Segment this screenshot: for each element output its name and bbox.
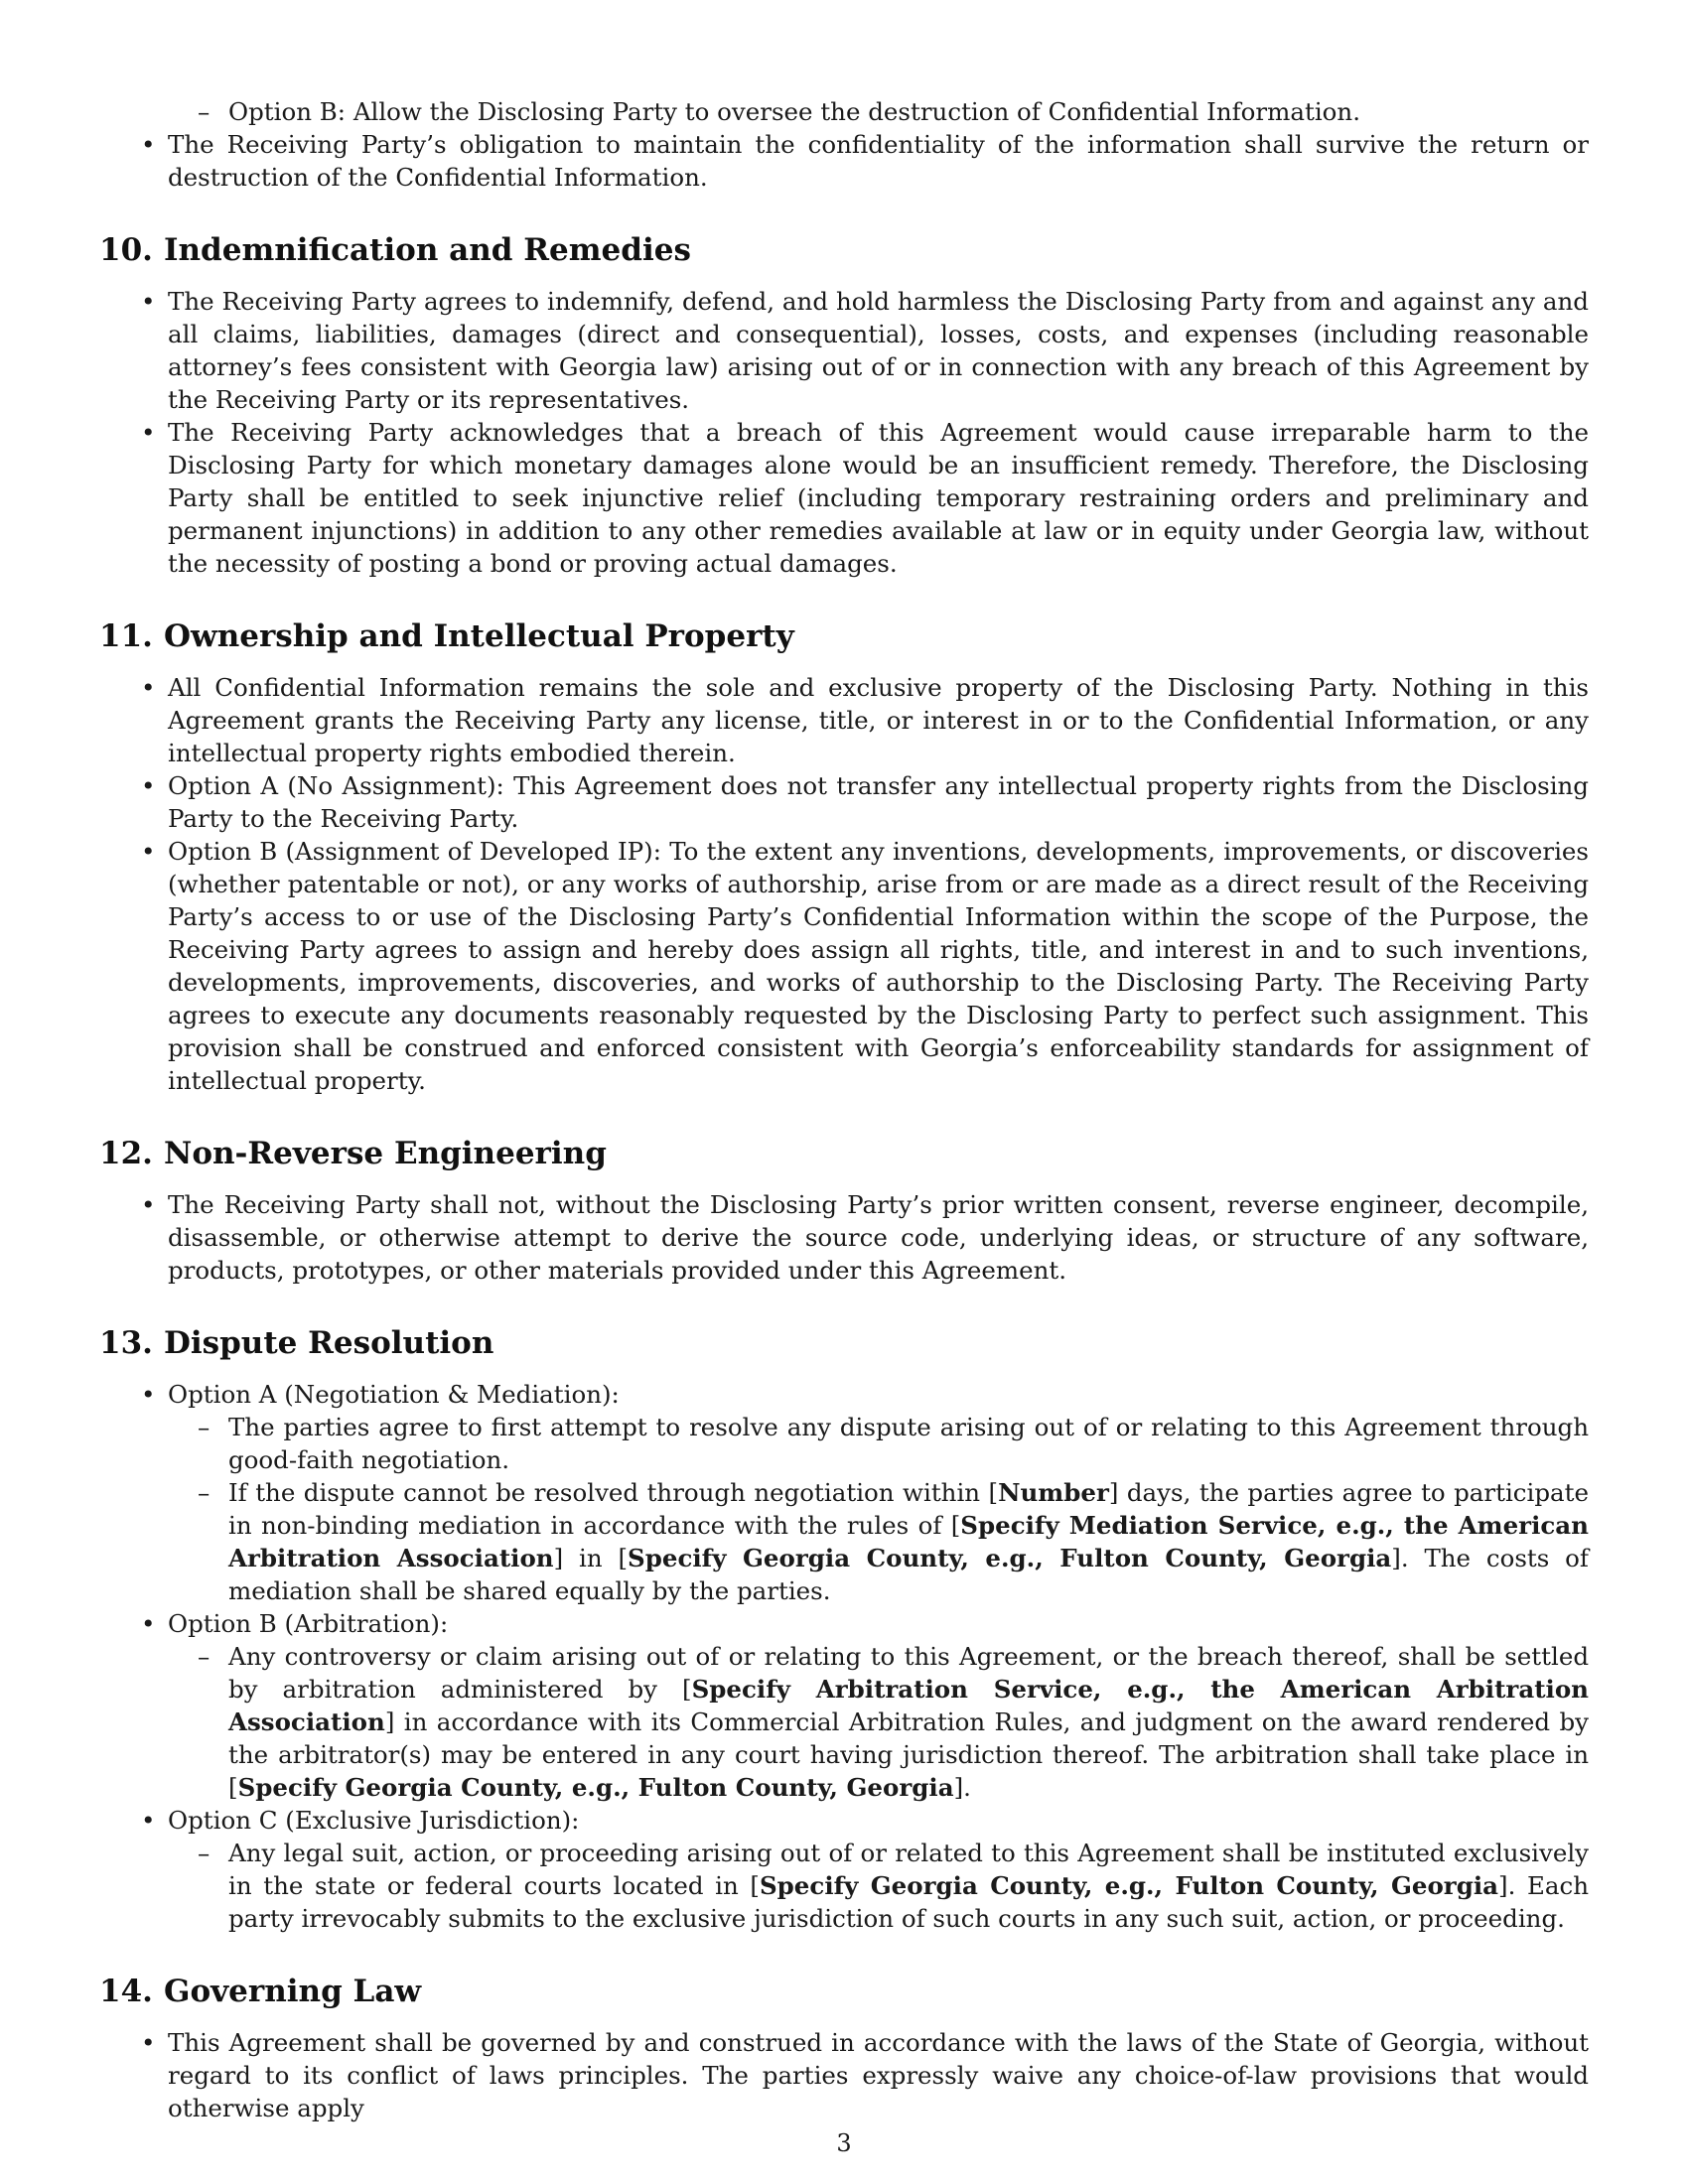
list-item (99, 1607, 1589, 1804)
clause-text: days, the parties agree to participate in non-binding mediation in accordance with the rules of (228, 1478, 1590, 1540)
section-number: 12. (99, 1136, 153, 1171)
section-13-list (99, 1378, 1589, 1935)
list-item: • Option B (Assignment of Developed IP): To the extent any inventions, developments, improvements, or discoveries (whether patentable or not), or any works of authorship, arise from or are made as a direct result of the Receiving Party’s access to or use of the Disclosing Party’s Confidential Information within the scope of the Purpose, the Receiving Party agrees to assign and hereby does assign all rights, title, and interest in and to such inventions, developments, improvements, discoveries, and works of authorship to the Disclosing Party. The Receiving Party agrees to execute any documents reasonably requested by the Disclosing Party to perfect such assignment. This provision shall be construed and enforced consistent with Georgia’s enforceability standards for assignment of intellectual property. (99, 835, 1589, 1097)
list-item: • Option A (No Assignment): This Agreement does not transfer any intellectual property rights from the Disclosing Party to the Receiving Party. (99, 769, 1589, 835)
clause-text: in accordance with its Commercial Arbitration Rules, and judgment on the award rendered by the arbitrator(s) may be entered in any court having jurisdiction thereof. The arbitration shall take place in (228, 1707, 1589, 1769)
option-label: Option A (Negotiation & Mediation): (168, 1380, 620, 1409)
intro-bullet: • The Receiving Party’s obligation to maintain the confidentiality of the information shall survive the return or destruction of the Confidential Information. (99, 128, 1589, 194)
placeholder-field: Specify Georgia County, e.g., Fulton County, Georgia (237, 1773, 954, 1802)
clause-text: Any controversy or claim arising out of or relating to this Agreement, or the breach thereof, shall be settled by arbitration administered by (228, 1642, 1589, 1704)
section-14-list (99, 2026, 1589, 2124)
option-label: Option C (Exclusive Jurisdiction): (168, 1806, 580, 1835)
sub-list (168, 1411, 1589, 1607)
clause-text: . Each party irrevocably submits to the exclusive jurisdiction of such courts in any such suit, action, or proceeding. (228, 1871, 1589, 1933)
clause-text: Any legal suit, action, or proceeding arising out of or related to this Agreement shall be instituted exclusively in the state or federal courts located in (228, 1839, 1589, 1900)
clause-text: in (563, 1544, 619, 1572)
section-11-heading (99, 617, 1589, 655)
sub-list (168, 1640, 1589, 1804)
section-number: 10. (99, 232, 153, 268)
list-item (99, 1804, 1589, 1935)
placeholder-field: Specify Georgia County, e.g., Fulton County, Georgia (759, 1871, 1499, 1900)
list-item: • This Agreement shall be governed by and construed in accordance with the laws of the State of Georgia, without regard to its conflict of laws principles. The parties expressly waive any choice-of-law provisions that would otherwise apply (99, 2026, 1589, 2124)
clause-text: . (963, 1773, 971, 1802)
section-title: Non-Reverse Engineering (164, 1136, 607, 1171)
section-title: Indemnification and Remedies (164, 232, 691, 268)
section-12-list (99, 1188, 1589, 1287)
clause-text: . The costs of mediation shall be shared equally by the parties. (228, 1544, 1589, 1605)
sub-list-item: – The parties agree to first attempt to resolve any dispute arising out of or relating to this Agreement through good-faith negotiation. (168, 1411, 1589, 1476)
document-page (99, 95, 1589, 2124)
section-number: 11. (99, 618, 153, 654)
placeholder-field: Specify Mediation Service, e.g., the American Arbitration Association (228, 1511, 1589, 1572)
list-item: • The Receiving Party shall not, without the Disclosing Party’s prior written consent, reverse engineer, decompile, disassemble, or otherwise attempt to derive the source code, underlying ideas, or structure of any software, products, prototypes, or other materials provided under this Agreement. (99, 1188, 1589, 1287)
sub-list-item: – Any controversy or claim arising out of or relating to this Agreement, or the breach thereof, shall be settled by arbitration administered by [Specify Arbitration Service, e.g., the American Arbitration Association] in accordance with its Commercial Arbitration Rules, and judgment on the award rendered by the arbitrator(s) may be entered in any court having jurisdiction thereof. The arbitration shall take place in [Specify Georgia County, e.g., Fulton County, Georgia]. (168, 1640, 1589, 1804)
intro-bullet-list (99, 128, 1589, 194)
intro-dash-item: – Option B: Allow the Disclosing Party to oversee the destruction of Confidential Information. (99, 95, 1589, 128)
placeholder-field: Specify Georgia County, e.g., Fulton County, Georgia (628, 1544, 1392, 1572)
section-13-heading (99, 1324, 1589, 1362)
page-number: 3 (836, 2129, 852, 2157)
section-10-list (99, 285, 1589, 580)
section-title: Dispute Resolution (164, 1325, 494, 1361)
section-12-heading (99, 1135, 1589, 1172)
sub-list-item: – If the dispute cannot be resolved through negotiation within [Number] days, the parties agree to participate in non-binding mediation in accordance with the rules of [Specify Mediation Service, e.g., the American Arbitration Association] in [Specify Georgia County, e.g., Fulton County, Georgia]. The costs of mediation shall be shared equally by the parties. (168, 1476, 1589, 1607)
placeholder-field: Specify Arbitration Service, e.g., the American Arbitration Association (228, 1675, 1589, 1736)
section-number: 14. (99, 1974, 153, 2009)
list-item: • The Receiving Party acknowledges that a breach of this Agreement would cause irreparable harm to the Disclosing Party for which monetary damages alone would be an insufficient remedy. Therefore, the Disclosing Party shall be entitled to seek injunctive relief (including temporary restraining orders and preliminary and permanent injunctions) in addition to any other remedies available at law or in equity under Georgia law, without the necessity of posting a bond or proving actual damages. (99, 416, 1589, 580)
clause-text: If the dispute cannot be resolved through negotiation within (228, 1478, 989, 1507)
sub-list-item: – Any legal suit, action, or proceeding arising out of or related to this Agreement shall be instituted exclusively in the state or federal courts located in [Specify Georgia County, e.g., Fulton County, Georgia]. Each party irrevocably submits to the exclusive jurisdiction of such courts in any such suit, action, or proceeding. (168, 1837, 1589, 1935)
list-item (99, 1378, 1589, 1607)
section-title: Ownership and Intellectual Property (164, 618, 794, 654)
section-title: Governing Law (164, 1974, 422, 2009)
section-number: 13. (99, 1325, 153, 1361)
section-10-heading (99, 231, 1589, 269)
option-label: Option B (Arbitration): (168, 1609, 449, 1638)
list-item: • The Receiving Party agrees to indemnify, defend, and hold harmless the Disclosing Party from and against any and all claims, liabilities, damages (direct and consequential), losses, costs, and expenses (including reasonable attorney’s fees consistent with Georgia law) arising out of or in connection with any breach of this Agreement by the Receiving Party or its representatives. (99, 285, 1589, 416)
placeholder-field: Number (998, 1478, 1109, 1507)
list-item: • All Confidential Information remains the sole and exclusive property of the Disclosing Party. Nothing in this Agreement grants the Receiving Party any license, title, or interest in or to the Confidential Information, or any intellectual property rights embodied therein. (99, 671, 1589, 769)
section-11-list (99, 671, 1589, 1097)
sub-list (168, 1837, 1589, 1935)
section-14-heading (99, 1973, 1589, 2010)
